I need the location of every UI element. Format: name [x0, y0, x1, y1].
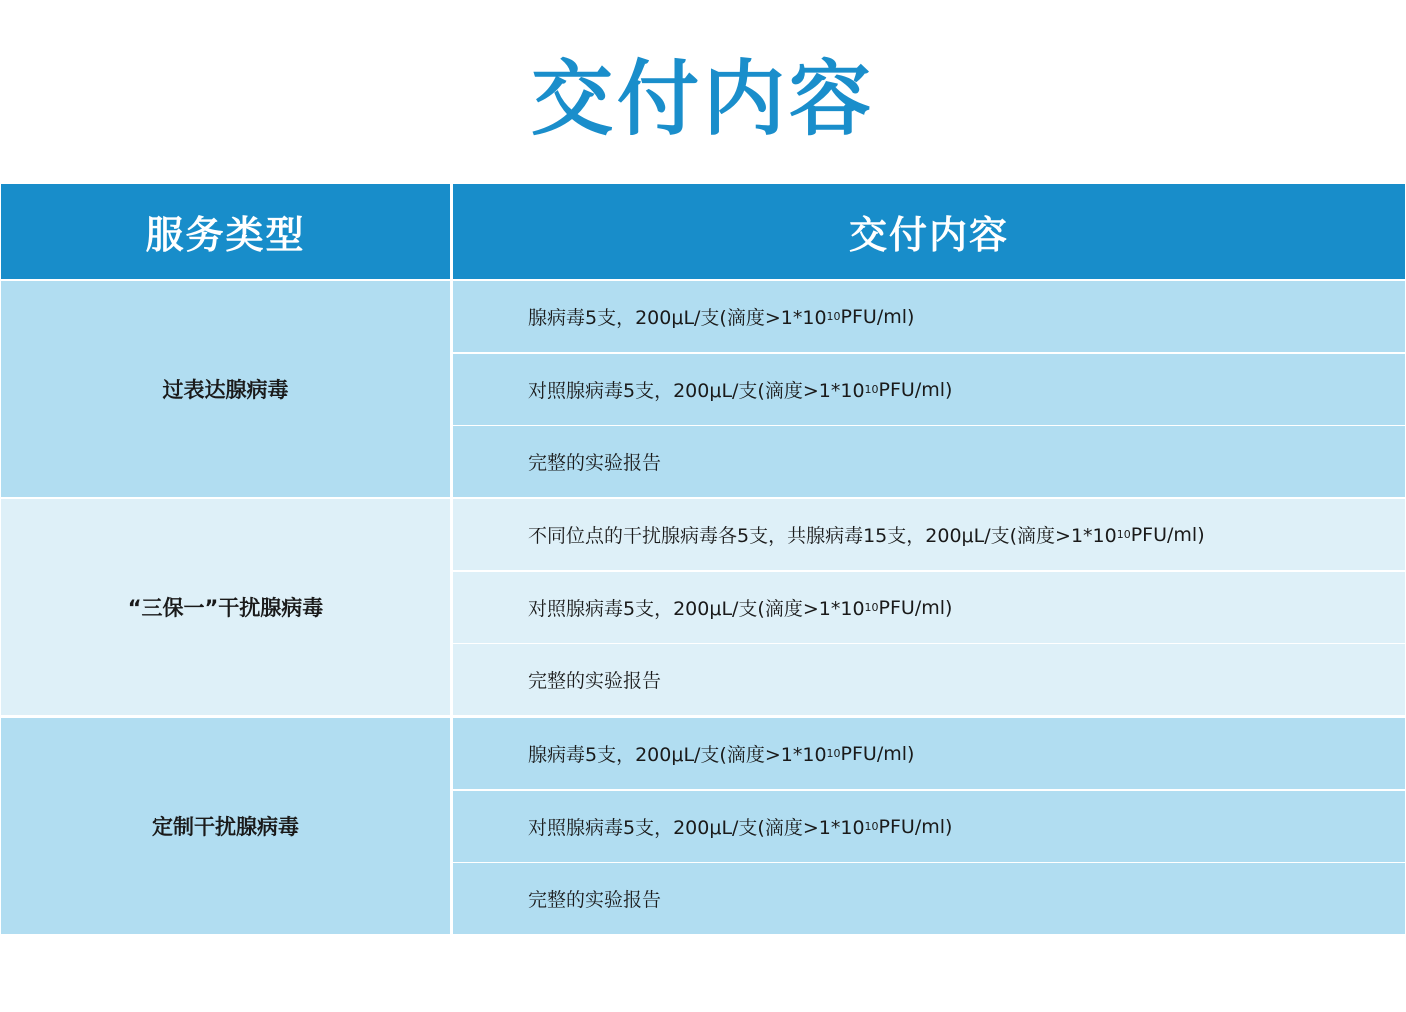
deliverable-item [453, 644, 1405, 715]
deliverable-unit: PFU/ml) [840, 305, 915, 328]
deliverable-text: 完整的实验报告 [528, 889, 662, 911]
deliverable-item [453, 426, 1405, 497]
service-type-cell: “三保一”干扰腺病毒 [1, 499, 450, 715]
deliverable-unit: PFU/ml) [840, 742, 915, 765]
deliverable-text: 完整的实验报告 [528, 670, 662, 692]
deliverable-item: 对照腺病毒5支，200μL/支(滴度>1*10 10 PFU/ml) [453, 354, 1405, 425]
deliverable-text: 腺病毒5支，200μL/支(滴度>1*10 [528, 744, 827, 766]
deliverable-text: 腺病毒5支，200μL/支(滴度>1*10 [528, 307, 827, 329]
table-header-row [1, 184, 1405, 279]
page-title: 交付内容 [530, 52, 875, 147]
service-group-custom-interference [1, 718, 1405, 934]
header-service-type: 服务类型 [1, 184, 450, 279]
deliverable-text: 对照腺病毒5支，200μL/支(滴度>1*10 [528, 380, 865, 402]
service-type-cell: 定制干扰腺病毒 [1, 718, 450, 934]
deliverable-item: 腺病毒5支，200μL/支(滴度>1*10 10 PFU/ml) [453, 281, 1405, 352]
deliverable-text: 对照腺病毒5支，200μL/支(滴度>1*10 [528, 817, 865, 839]
deliverable-text: 完整的实验报告 [528, 452, 662, 474]
deliverable-unit: PFU/ml) [878, 378, 953, 401]
deliverable-text: 不同位点的干扰腺病毒各5支，共腺病毒15支，200μL/支(滴度>1*10 [528, 525, 1117, 547]
deliverable-unit: PFU/ml) [878, 596, 953, 619]
deliverable-unit: PFU/ml) [878, 815, 953, 838]
service-group-overexpression [1, 281, 1405, 497]
deliverables-table [1, 184, 1405, 936]
deliverable-item [453, 863, 1405, 934]
deliverable-item: 腺病毒5支，200μL/支(滴度>1*10 10 PFU/ml) [453, 718, 1405, 789]
deliverable-item: 不同位点的干扰腺病毒各5支，共腺病毒15支，200μL/支(滴度>1*10 10 PFU/ml) [453, 499, 1405, 570]
deliverable-unit: PFU/ml) [1130, 523, 1205, 546]
deliverable-item: 对照腺病毒5支，200μL/支(滴度>1*10 10 PFU/ml) [453, 572, 1405, 643]
deliverable-text: 对照腺病毒5支，200μL/支(滴度>1*10 [528, 598, 865, 620]
deliverable-item: 对照腺病毒5支，200μL/支(滴度>1*10 10 PFU/ml) [453, 791, 1405, 862]
service-type-cell: 过表达腺病毒 [1, 281, 450, 497]
header-deliverables: 交付内容 [453, 184, 1405, 279]
service-group-three-for-one [1, 499, 1405, 715]
